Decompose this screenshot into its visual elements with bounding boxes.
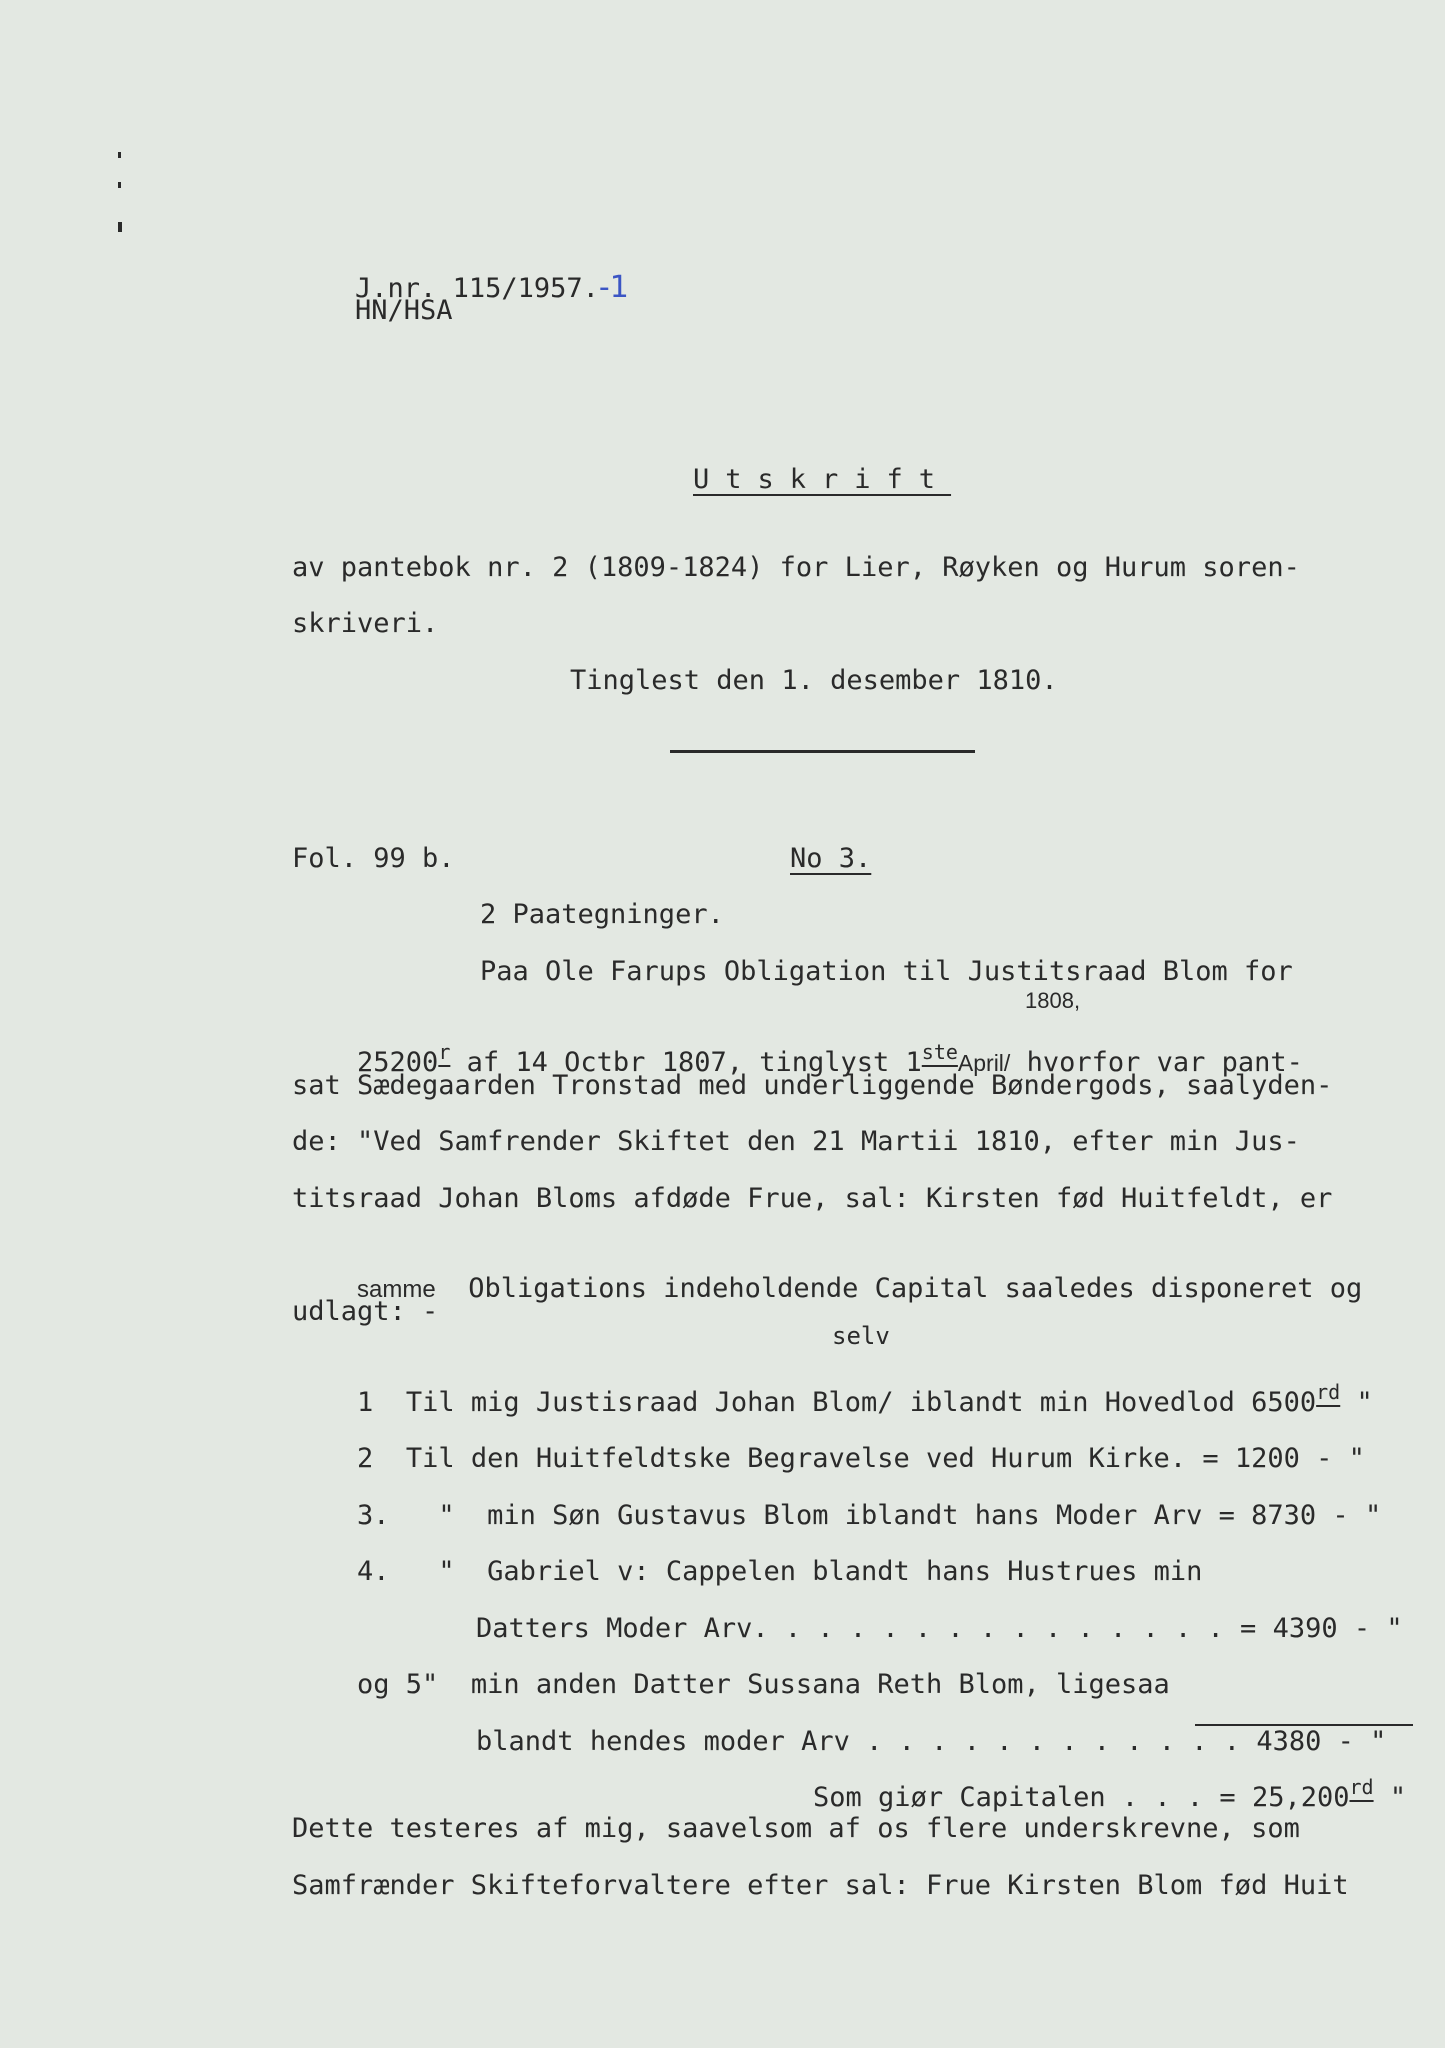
journal-number <box>290 237 629 340</box>
list-amount: 1200 - <box>1234 1443 1333 1474</box>
closing-line-2: Samfrænder Skifteforvaltere efter sal: Frue Kirsten Blom fød Huit <box>292 1870 1349 1901</box>
intro-line-1: av pantebok nr. 2 (1809-1824) for Lier, Røyken og Hurum soren- <box>292 552 1300 583</box>
body-line-4: de: "Ved Samfrender Skiftet den 21 Martii 1810, efter min Jus- <box>292 1126 1300 1157</box>
list-text: min Søn Gustavus Blom iblandt hans Moder Arv = <box>487 1500 1235 1531</box>
entry-number: No 3. <box>790 843 872 874</box>
total-label: Som giør Capitalen . . . = <box>813 1782 1236 1813</box>
list-amount: 6500 <box>1251 1387 1317 1418</box>
initials: HN/HSA <box>355 295 453 326</box>
list-num: 1 <box>357 1387 374 1418</box>
body-line-3: sat Sædegaarden Tronstad med underliggende Bøndergods, saalyden- <box>292 1070 1333 1101</box>
total-amount: 25,200 <box>1251 1782 1350 1813</box>
margin-marks <box>118 152 124 232</box>
rd-superscript: rd <box>1349 1775 1374 1799</box>
closing-line-1: Dette testeres af mig, saavelsom af os flere underskrevne, som <box>292 1813 1300 1844</box>
list-text: min anden Datter Sussana Reth Blom, ligesaa <box>470 1669 1170 1700</box>
ditto-mark: " <box>1356 1387 1373 1418</box>
sum-rule <box>1195 1724 1413 1726</box>
rd-superscript: rd <box>1316 1380 1341 1404</box>
ditto-mark: " <box>1389 1782 1407 1813</box>
document-title: Utskrift <box>693 464 952 495</box>
list-num: og 5" <box>357 1669 439 1700</box>
intro-line-2: skriveri. <box>292 608 439 639</box>
list-amount: 4390 - <box>1272 1613 1371 1644</box>
year-insert: 1808, <box>1025 988 1081 1013</box>
divider-rule <box>670 750 975 753</box>
journal-number-text: J.nr. 115/1957. <box>355 273 599 304</box>
ste-superscript: ste <box>921 1040 958 1064</box>
list-amount: 4380 - <box>1256 1726 1354 1757</box>
list-text: blandt hendes moder Arv . . . . . . . . . . . . <box>476 1726 1241 1757</box>
handwritten-suffix: -1 <box>598 270 629 305</box>
ditto-mark: " <box>438 1556 455 1587</box>
body-line-6 <box>292 1238 1362 1341</box>
body-line-7: udlagt: - <box>292 1296 439 1327</box>
ditto-mark: " <box>1386 1613 1403 1644</box>
body-line-6-text: Obligations indeholdende Capital saaledes disponeret og <box>468 1273 1363 1304</box>
ditto-mark: " <box>1364 1500 1382 1531</box>
list-text: Datters Moder Arv. . . . . . . . . . . . . . . = <box>476 1613 1257 1644</box>
list-text: Gabriel v: Cappelen blandt hans Hustrues min <box>487 1556 1203 1587</box>
registration-date: Tinglest den 1. desember 1810. <box>570 665 1058 696</box>
ditto-mark: " <box>1348 1443 1365 1474</box>
selv-insert: selv <box>832 1322 890 1350</box>
list-num: 3. <box>357 1500 390 1531</box>
amount-25200: 25200 <box>357 1047 439 1078</box>
ditto-mark: " <box>1370 1726 1387 1757</box>
list-text: Til den Huitfeldtske Begravelse ved Hurum Kirke. = <box>405 1443 1219 1474</box>
list-text: Til mig Justisraad Johan Blom/ iblandt min Hovedlod <box>405 1387 1235 1418</box>
body-line-1: Paa Ole Farups Obligation til Justitsraad Blom for <box>480 956 1293 987</box>
body-line-5: titsraad Johan Bloms afdøde Frue, sal: Kirsten fød Huitfeldt, er <box>292 1183 1333 1214</box>
body-line-2-end: hvorfor var pant- <box>1026 1047 1303 1078</box>
list-num: 4. <box>357 1556 390 1587</box>
samme-insert: samme <box>357 1276 436 1303</box>
body-line-2-text: af 14 Octbr 1807, tinglyst 1 <box>466 1047 922 1078</box>
list-num: 2 <box>357 1443 374 1474</box>
annotations-heading: 2 Paategninger. <box>480 899 724 930</box>
folio: Fol. 99 b. <box>292 843 455 874</box>
ditto-mark: " <box>438 1500 455 1531</box>
list-amount: 8730 - <box>1251 1500 1349 1531</box>
april-insert: April/ <box>957 1050 1011 1076</box>
rixdaler-superscript: r <box>438 1040 451 1064</box>
